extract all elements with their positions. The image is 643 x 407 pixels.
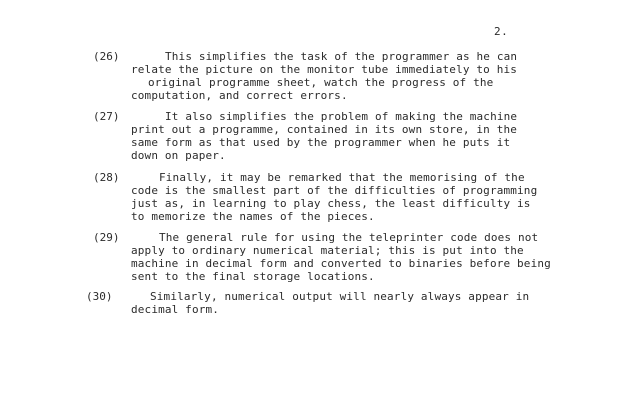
paragraph-line: computation, and correct errors. — [131, 89, 348, 102]
paragraph-line: decimal form. — [131, 303, 220, 316]
paragraph-line: original programme sheet, watch the progress of the — [148, 76, 494, 89]
paragraph-line: Similarly, numerical output will nearly always appear in — [150, 290, 530, 303]
paragraph-line: same form as that used by the programmer when he puts it — [131, 136, 511, 149]
page-number: 2. — [494, 25, 509, 38]
paragraph-number: (29) — [93, 231, 120, 244]
paragraph-line: It also simplifies the problem of making the machine — [165, 110, 518, 123]
paragraph-number: (27) — [93, 110, 120, 123]
paragraph-line: relate the picture on the monitor tube immediately to his — [131, 63, 518, 76]
paragraph-line: The general rule for using the teleprinter code does not — [159, 231, 539, 244]
paragraph-number: (28) — [93, 171, 120, 184]
paragraph-line: This simplifies the task of the programmer as he can — [165, 50, 518, 63]
paragraph-line: sent to the final storage locations. — [131, 270, 375, 283]
paragraph-line: to memorize the names of the pieces. — [131, 210, 375, 223]
paragraph-number: (26) — [93, 50, 120, 63]
paragraph-line: just as, in learning to play chess, the least difficulty is — [131, 197, 531, 210]
paragraph-line: machine in decimal form and converted to binaries before being — [131, 257, 551, 270]
paragraph-line: Finally, it may be remarked that the memorising of the — [159, 171, 525, 184]
paragraph-number: (30) — [86, 290, 113, 303]
paragraph-line: code is the smallest part of the difficulties of programming — [131, 184, 538, 197]
paragraph-line: apply to ordinary numerical material; this is put into the — [131, 244, 524, 257]
paragraph-line: print out a programme, contained in its own store, in the — [131, 123, 518, 136]
paragraph-line: down on paper. — [131, 149, 226, 162]
